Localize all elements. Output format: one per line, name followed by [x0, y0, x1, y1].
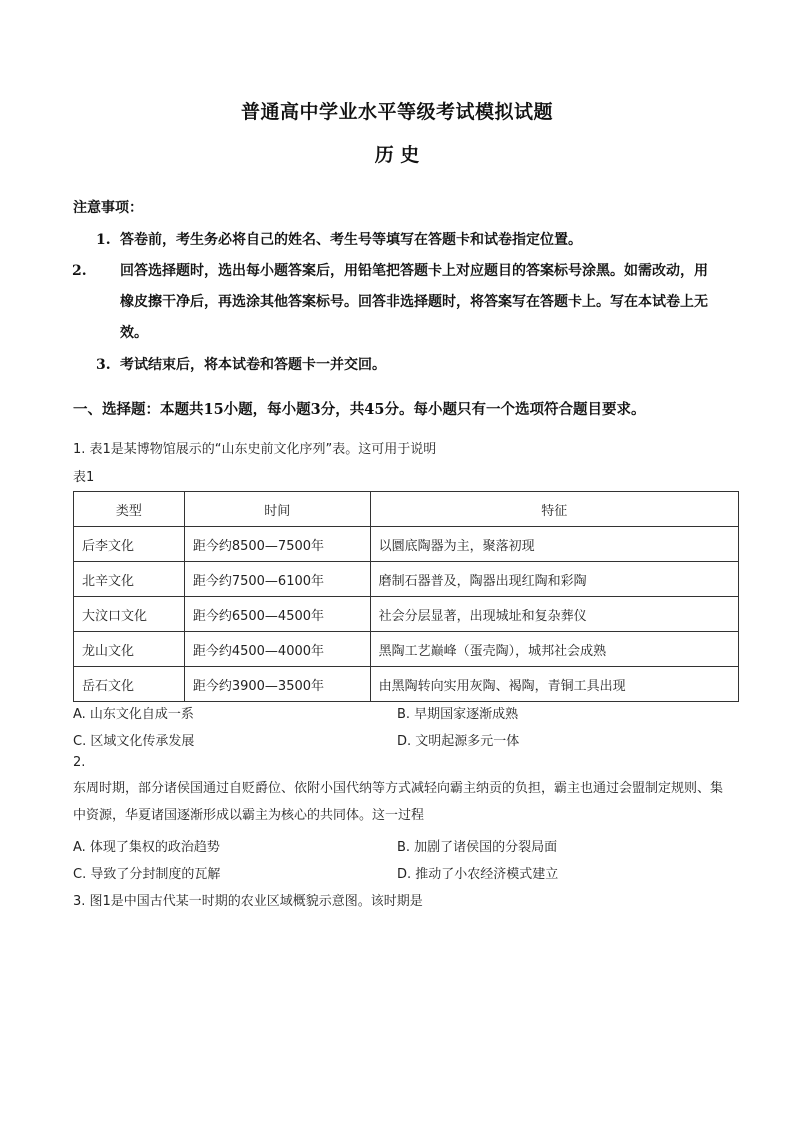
notice-item-1 — [96, 225, 716, 256]
table-cell: 黑陶工艺巅峰（蛋壳陶），城邦社会成熟 — [370, 632, 738, 667]
notice-item-2 — [72, 256, 716, 349]
question-2-number: 2. — [73, 755, 86, 770]
notice-item-text: 回答选择题时，选出每小题答案后，用铅笔把答题卡上对应题目的答案标号涂黑。如需改动，用橡皮擦干净后，再选涂其他答案标号。回答非选择题时，将答案写在答题卡上。写在本试卷上无效。 — [120, 263, 708, 341]
option-c: C. 导致了分封制度的瓦解 — [73, 867, 221, 882]
option-a: A. 体现了集权的政治趋势 — [73, 840, 220, 855]
table-row — [74, 562, 739, 597]
option-a: A. 山东文化自成一系 — [73, 707, 194, 722]
subject-title: 历 史 — [374, 144, 420, 166]
table-cell: 大汶口文化 — [74, 597, 185, 632]
table-header-cell: 特征 — [370, 492, 738, 527]
table-row — [74, 667, 739, 702]
exam-title: 普通高中学业水平等级考试模拟试题 — [240, 101, 553, 123]
table-cell: 以圜底陶器为主，聚落初现 — [370, 527, 738, 562]
notice-item-text: 考试结束后，将本试卷和答题卡一并交回。 — [120, 357, 386, 373]
question-1-stem: 1. 表1是某博物馆展示的“山东史前文化序列”表。这可用于说明 — [73, 442, 437, 457]
table-header-cell: 类型 — [74, 492, 185, 527]
culture-sequence-table — [73, 491, 739, 702]
table-row — [74, 527, 739, 562]
table-header-row — [74, 492, 739, 527]
option-d: D. 文明起源多元一体 — [397, 734, 520, 749]
notice-item-3 — [96, 350, 716, 381]
table-row — [74, 632, 739, 667]
table-cell: 距今约3900—3500年 — [184, 667, 370, 702]
table-cell: 后李文化 — [74, 527, 185, 562]
table-header-cell: 时间 — [184, 492, 370, 527]
table-cell: 距今约4500—4000年 — [184, 632, 370, 667]
option-c: C. 区域文化传承发展 — [73, 734, 195, 749]
section-heading: 一、选择题：本题共15小题，每小题3分，共45分。每小题只有一个选项符合题目要求。 — [73, 401, 646, 418]
table-cell: 磨制石器普及，陶器出现红陶和彩陶 — [370, 562, 738, 597]
question-3-stem: 3. 图1是中国古代某一时期的农业区域概貌示意图。该时期是 — [73, 894, 423, 909]
table-cell: 北辛文化 — [74, 562, 185, 597]
table-cell: 距今约7500—6100年 — [184, 562, 370, 597]
notice-item-number: 2. — [72, 263, 87, 279]
option-b: B. 早期国家逐渐成熟 — [397, 707, 519, 722]
table-cell: 由黑陶转向实用灰陶、褐陶，青铜工具出现 — [370, 667, 738, 702]
table-cell: 岳石文化 — [74, 667, 185, 702]
table-cell: 距今约8500—7500年 — [184, 527, 370, 562]
table-cell: 社会分层显著，出现城址和复杂葬仪 — [370, 597, 738, 632]
notice-item-number: 1. — [96, 232, 111, 248]
table-row — [74, 597, 739, 632]
notice-item-text: 答卷前，考生务必将自己的姓名、考生号等填写在答题卡和试卷指定位置。 — [120, 232, 582, 248]
option-d: D. 推动了小农经济模式建立 — [397, 867, 559, 882]
notice-heading: 注意事项： — [73, 200, 143, 216]
table-cell: 龙山文化 — [74, 632, 185, 667]
option-b: B. 加剧了诸侯国的分裂局面 — [397, 840, 558, 855]
notice-item-number: 3. — [96, 357, 111, 373]
table-cell: 距今约6500—4500年 — [184, 597, 370, 632]
question-2-stem: 东周时期，部分诸侯国通过自贬爵位、依附小国代纳等方式减轻向霸主纳贡的负担，霸主也通过会盟制定规则、集中资源，华夏诸国逐渐形成以霸主为核心的共同体。这一过程 — [73, 781, 724, 823]
table-caption: 表1 — [73, 470, 95, 485]
